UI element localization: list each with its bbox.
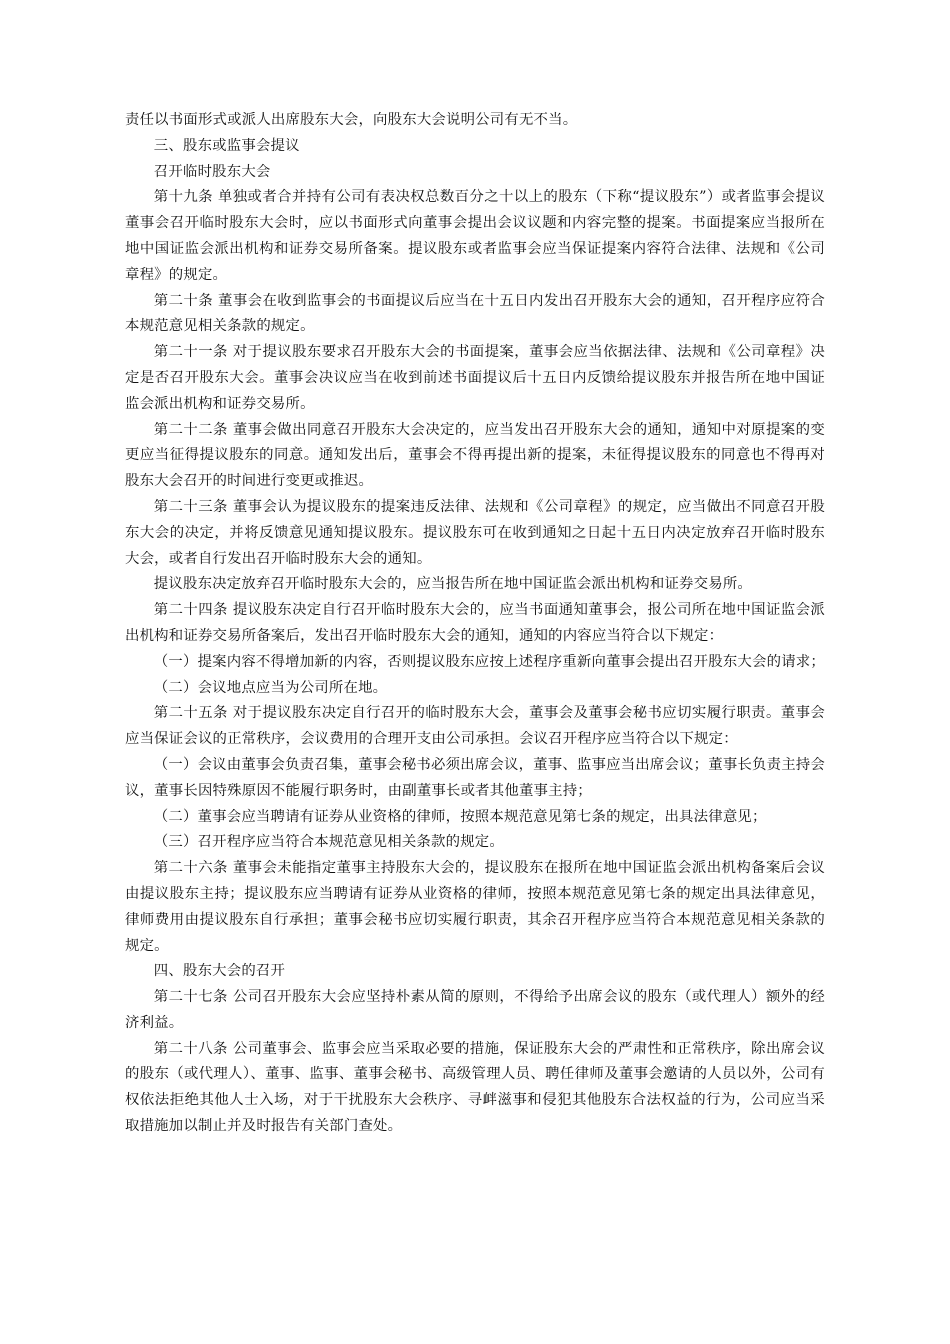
article-24: 第二十四条 提议股东决定自行召开临时股东大会的，应当书面通知董事会，报公司所在地中国证监会派出机构和证券交易所备案后，发出召开临时股东大会的通知，通知的内容应当符合以下规定： — [125, 602, 825, 644]
article-25-item-3: （三）召开程序应当符合本规范意见相关条款的规定。 — [153, 834, 504, 851]
article-28: 第二十八条 公司董事会、监事会应当采取必要的措施，保证股东大会的严肃性和正常秩序，除出席会议的股东（或代理人）、董事、监事、董事会秘书、高级管理人员、聘任律师及董事会邀请的人员以外，公司有权依法拒绝其他人士入场，对于干扰股东大会秩序、寻衅滋事和侵犯其他股东合法权益的行为，公司应当采取措施加以制止并及时报告有关部门查处。 — [125, 1040, 825, 1135]
article-25-item-1: （一）会议由董事会负责召集，董事会秘书必须出席会议，董事、监事应当出席会议；董事长负责主持会议，董事长因特殊原因不能履行职务时，由副董事长或者其他董事主持； — [125, 756, 825, 799]
section-heading: 三、股东或监事会提议 — [153, 137, 300, 154]
article-27: 第二十七条 公司召开股东大会应坚持朴素从简的原则，不得给予出席会议的股东（或代理人）额外的经济利益。 — [125, 989, 825, 1031]
document-body — [125, 108, 825, 1140]
article-26: 第二十六条 董事会未能指定董事主持股东大会的，提议股东在报所在地中国证监会派出机构备案后会议由提议股东主持；提议股东应当聘请有证券从业资格的律师，按照本规范意见第七条的规定出具法律意见，律师费用由提议股东自行承担；董事会秘书应切实履行职责，其余召开程序应当符合本规范意见相关条款的规定。 — [125, 860, 825, 954]
article-24-item-2: （二）会议地点应当为公司所在地。 — [153, 679, 388, 696]
article-20: 第二十条 董事会在收到监事会的书面提议后应当在十五日内发出召开股东大会的通知，召开程序应符合本规范意见相关条款的规定。 — [125, 292, 825, 335]
article-25: 第二十五条 对于提议股东决定自行召开的临时股东大会，董事会及董事会秘书应切实履行职责。董事会应当保证会议的正常秩序，会议费用的合理开支由公司承担。会议召开程序应当符合以下规定： — [125, 705, 825, 748]
article-21: 第二十一条 对于提议股东要求召开股东大会的书面提案，董事会应当依据法律、法规和《公司章程》决定是否召开股东大会。董事会决议应当在收到前述书面提议后十五日内反馈给提议股东并报告所在地中国证监会派出机构和证券交易所。 — [125, 344, 825, 412]
article-19: 第十九条 单独或者合并持有公司有表决权总数百分之十以上的股东（下称“提议股东”）或者监事会提议董事会召开临时股东大会时，应以书面形式向董事会提出会议议题和内容完整的提案。书面提案应当报所在地中国证监会派出机构和证券交易所备案。提议股东或者监事会应当保证提案内容符合法律、法规和《公司章程》的规定。 — [125, 189, 825, 283]
section-heading: 四、股东大会的召开 — [153, 963, 286, 980]
article-24-item-1: （一）提案内容不得增加新的内容，否则提议股东应按上述程序重新向董事会提出召开股东大会的请求； — [153, 653, 825, 670]
paragraph: 责任以书面形式或派人出席股东大会，向股东大会说明公司有无不当。 — [125, 112, 578, 128]
article-22: 第二十二条 董事会做出同意召开股东大会决定的，应当发出召开股东大会的通知，通知中对原提案的变更应当征得提议股东的同意。通知发出后，董事会不得再提出新的提案，未征得提议股东的同意也不得再对股东大会召开的时间进行变更或推迟。 — [125, 421, 825, 490]
article-23: 第二十三条 董事会认为提议股东的提案违反法律、法规和《公司章程》的规定，应当做出不同意召开股东大会的决定，并将反馈意见通知提议股东。提议股东可在收到通知之日起十五日内决定放弃召开临时股东大会，或者自行发出召开临时股东大会的通知。 — [125, 498, 825, 567]
article-25-item-2: （二）董事会应当聘请有证券从业资格的律师，按照本规范意见第七条的规定，出具法律意见； — [153, 808, 767, 825]
article-23-paragraph-2: 提议股东决定放弃召开临时股东大会的，应当报告所在地中国证监会派出机构和证券交易所。 — [153, 576, 753, 593]
section-heading-continued: 召开临时股东大会 — [153, 163, 271, 180]
